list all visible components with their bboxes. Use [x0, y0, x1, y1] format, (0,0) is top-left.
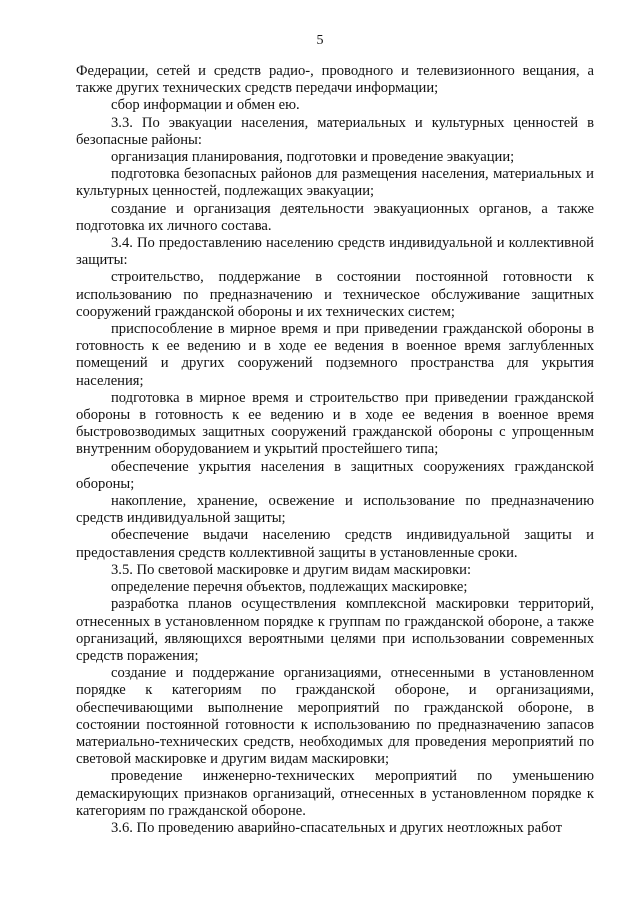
paragraph: сбор информации и обмен ею.: [111, 97, 300, 114]
paragraph: подготовка в мирное время и строительство при приведении гражданской обороны в готовность к ее ведению и в ходе ее ведения в военное время быстровозводимых защитных сооружений гражданской обороны с упрощенным внутренним оборудованием и укрытий простейшего типа;: [76, 389, 594, 458]
paragraph: накопление, хранение, освежение и использование по предназначению средств индивидуальной защиты;: [76, 493, 594, 527]
paragraph: Федерации, сетей и средств радио-, проводного и телевизионного вещания, а также других технических средств передачи информации;: [76, 63, 594, 97]
section-heading-3-3: 3.3. По эвакуации населения, материальных и культурных ценностей в безопасные районы:: [76, 114, 594, 148]
paragraph: определение перечня объектов, подлежащих маскировке;: [111, 579, 468, 596]
paragraph: создание и организация деятельности эвакуационных органов, а также подготовка их личного состава.: [76, 200, 594, 234]
section-heading-3-5: 3.5. По световой маскировке и другим видам маскировки:: [111, 561, 472, 578]
paragraph: обеспечение выдачи населению средств индивидуальной защиты и предоставления средств коллективной защиты в установленные сроки.: [76, 527, 594, 561]
paragraph: подготовка безопасных районов для размещения населения, материальных и культурных ценностей, подлежащих эвакуации;: [76, 166, 594, 200]
section-heading-3-4: 3.4. По предоставлению населению средств индивидуальной и коллективной защиты:: [76, 235, 594, 269]
paragraph: создание и поддержание организациями, отнесенными в установленном порядке к категориям по гражданской обороне, и организациями, обеспечивающими выполнение мероприятий по гражданской обороне, в состоянии постоянной готовности к использованию по предназначению запасов материально-технических средств, необходимых для проведения мероприятий по световой маскировке и другим видам маскировки;: [76, 665, 594, 768]
paragraph: обеспечение укрытия населения в защитных сооружениях гражданской обороны;: [76, 458, 594, 492]
paragraph: организация планирования, подготовки и проведение эвакуации;: [111, 149, 515, 166]
section-heading-3-6: 3.6. По проведению аварийно-спасательных и других неотложных работ: [111, 819, 562, 836]
paragraph: строительство, поддержание в состоянии постоянной готовности к использованию по предназначению и техническое обслуживание защитных сооружений гражданской обороны и их технических систем;: [76, 269, 594, 320]
paragraph: разработка планов осуществления комплексной маскировки территорий, отнесенных в установленном порядке к группам по гражданской обороне, а также организаций, являющихся вероятными целями при использовании современных средств поражения;: [76, 596, 594, 664]
paragraph: приспособление в мирное время и при приведении гражданской обороны в готовность к ее ведению и в ходе ее ведения в военное время заглубленных помещений и других сооружений подземного пространства для укрытия населения;: [76, 321, 594, 389]
paragraph: проведение инженерно-технических мероприятий по уменьшению демаскирующих признаков организаций, отнесенных в установленном порядке к категориям по гражданской обороне.: [76, 768, 594, 819]
page-number: 5: [316, 33, 324, 48]
document-body: [76, 63, 594, 837]
